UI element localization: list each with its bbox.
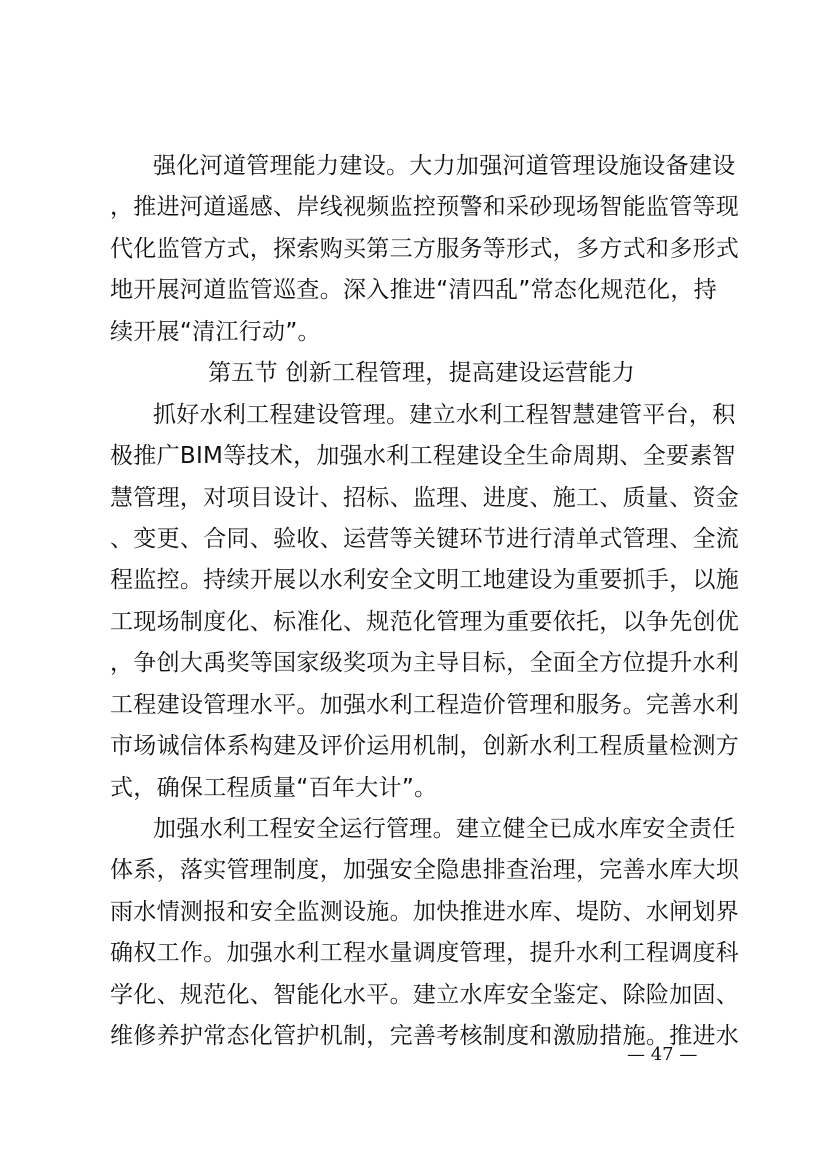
body-line: 、变更、合同、验收、运营等关键环节进行清单式管理、全流 [110, 525, 740, 552]
body-line: 学化、规范化、智能化水平。建立水库安全鉴定、除险加固、 [110, 981, 740, 1008]
body-line: 市场诚信体系构建及评价运用机制，创新水利工程质量检测方 [110, 733, 740, 760]
body-line: 代化监管方式，探索购买第三方服务等形式，多方式和多形式 [110, 235, 740, 262]
body-line: 体系，落实管理制度，加强安全隐患排查治理，完善水库大坝 [110, 857, 740, 884]
body-line: 加强水利工程安全运行管理。建立健全已成水库安全责任 [153, 816, 736, 842]
page-number: — 47 — [627, 1044, 698, 1065]
body-line: ，推进河道遥感、岸线视频监控预警和采砂现场智能监管等现 [110, 194, 740, 221]
body-line: 程监控。持续开展以水利安全文明工地建设为重要抓手，以施 [110, 567, 740, 594]
document-body [110, 146, 740, 1058]
body-line: 式，确保工程质量“百年大计”。 [110, 774, 438, 801]
body-line: 雨水情测报和安全监测设施。加快推进水库、堤防、水闸划界 [110, 898, 740, 925]
body-line: 确权工作。加强水利工程水量调度管理，提升水利工程调度科 [110, 940, 740, 967]
section-heading: 第五节 创新工程管理，提高建设运营能力 [208, 360, 636, 387]
body-line: 强化河道管理能力建设。大力加强河道管理设施设备建设 [153, 153, 736, 179]
body-line: 地开展河道监管巡查。深入推进“清四乱”常态化规范化，持 [110, 277, 717, 304]
body-line: 慧管理，对项目设计、招标、监理、进度、施工、质量、资金 [110, 484, 740, 511]
body-line: 极推广BIM等技术，加强水利工程建设全生命周期、全要素智 [110, 443, 736, 470]
body-line: 续开展“清江行动”。 [110, 318, 321, 345]
body-line: 抓好水利工程建设管理。建立水利工程智慧建管平台，积 [153, 401, 736, 428]
body-line: 维修养护常态化管护机制，完善考核制度和激励措施。推进水 [110, 1023, 740, 1050]
body-line: 工程建设管理水平。加强水利工程造价管理和服务。完善水利 [110, 691, 740, 718]
body-line: 工现场制度化、标准化、规范化管理为重要依托，以争先创优 [110, 608, 740, 635]
body-line: ，争创大禹奖等国家级奖项为主导目标，全面全方位提升水利 [110, 650, 740, 677]
